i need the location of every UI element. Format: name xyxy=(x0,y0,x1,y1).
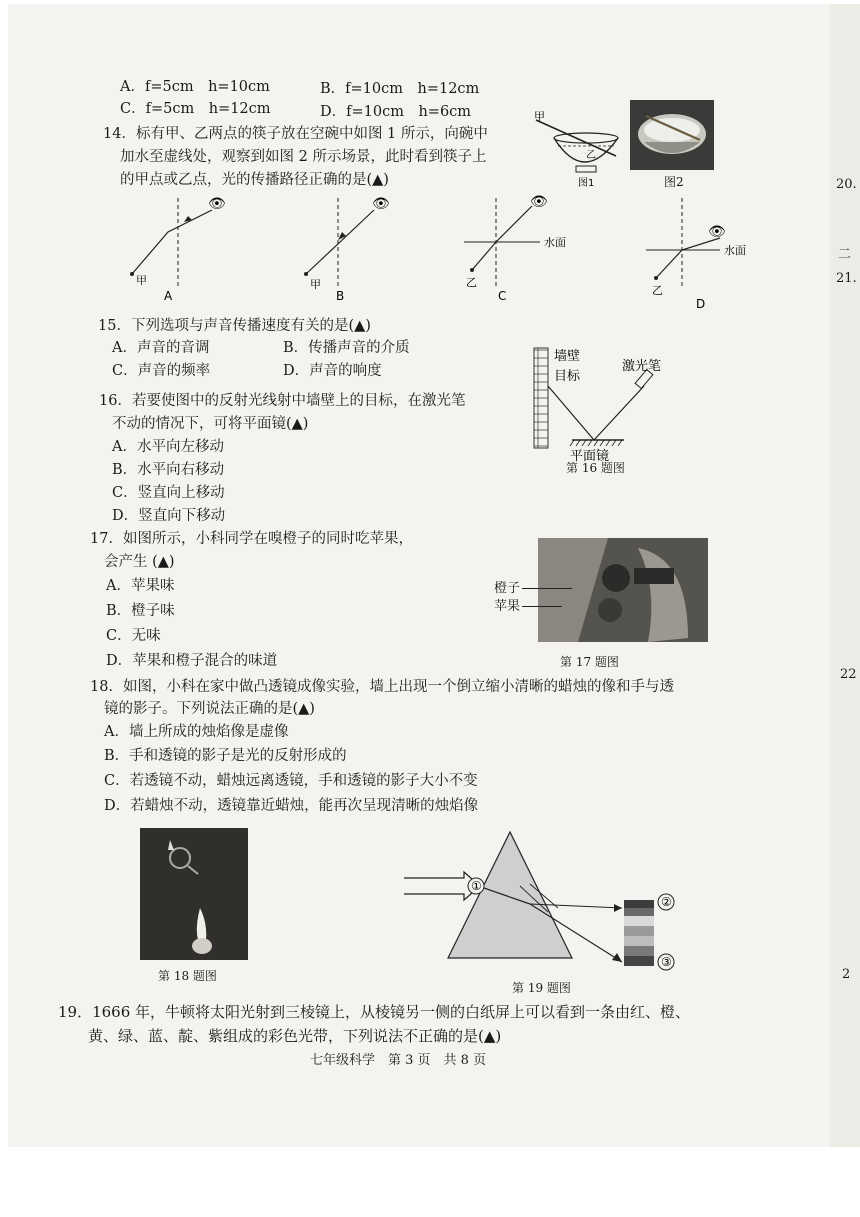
q13-option-a: A．f=5cm h=10cm xyxy=(120,79,270,95)
fig2-caption: 图2 xyxy=(664,175,684,189)
margin-q2x: 2 xyxy=(842,967,851,982)
diagram-b xyxy=(304,196,390,303)
fig1-caption: 图1 xyxy=(578,178,595,189)
svg-text:👁: 👁 xyxy=(208,196,226,212)
q18-option-b: B．手和透镜的影子是光的反射形成的 xyxy=(104,748,347,764)
apple-label: 苹果 xyxy=(494,599,521,614)
q17-option-b: B．橙子味 xyxy=(106,603,175,619)
marker-1: ① xyxy=(471,879,482,893)
q13-option-c: C．f=5cm h=12cm xyxy=(120,101,271,117)
q19-caption: 第 19 题图 xyxy=(512,981,571,995)
q16-option-d: D．竖直向下移动 xyxy=(112,508,226,524)
q14-line1: 14．标有甲、乙两点的筷子放在空碗中如图 1 所示，向碗中 xyxy=(103,126,488,142)
svg-text:D: D xyxy=(696,297,706,311)
bowl-figure-1 xyxy=(528,108,628,190)
laser-label: 激光笔 xyxy=(622,359,662,374)
svg-text:👁: 👁 xyxy=(530,194,548,210)
svg-text:乙: 乙 xyxy=(652,284,663,297)
margin-q22: 22 xyxy=(840,667,857,682)
q17-option-d: D．苹果和橙子混合的味道 xyxy=(106,653,278,669)
svg-text:甲: 甲 xyxy=(310,278,321,291)
q16-option-b: B．水平向右移动 xyxy=(112,462,225,478)
q16-line1: 16．若要使图中的反射光线射中墙壁上的目标，在激光笔 xyxy=(99,393,466,409)
margin-section: 二 xyxy=(838,247,852,262)
q13-option-d: D．f=10cm h=6cm xyxy=(320,104,472,120)
q17-option-a: A．苹果味 xyxy=(106,578,175,594)
q14-ray-diagrams xyxy=(120,192,760,312)
q18-option-c: C．若透镜不动，蜡烛远离透镜，手和透镜的影子大小不变 xyxy=(104,773,478,789)
q18-line1: 18．如图，小科在家中做凸透镜成像实验，墙上出现一个倒立缩小清晰的蜡烛的像和手与透 xyxy=(90,679,674,695)
q19-prism-diagram xyxy=(400,820,700,980)
q17-line1: 17．如图所示，小科同学在嗅橙子的同时吃苹果， xyxy=(90,531,413,547)
svg-text:水面: 水面 xyxy=(544,236,566,249)
page-footer: 七年级科学 第 3 页 共 8 页 xyxy=(310,1053,487,1068)
q14-line3: 的甲点或乙点，光的传播路径正确的是(▲) xyxy=(120,172,389,188)
q17-option-c: C．无味 xyxy=(106,628,161,644)
q16-mirror-diagram xyxy=(528,342,698,472)
svg-text:A: A xyxy=(164,289,173,303)
q16-line2: 不动的情况下，可将平面镜(▲) xyxy=(112,416,309,432)
marker-2: ② xyxy=(661,895,672,909)
q19-line1: 19．1666 年，牛顿将太阳光射到三棱镜上，从棱镜另一侧的白纸屏上可以看到一条由红、橙、 xyxy=(58,1003,691,1021)
q13-option-b: B．f=10cm h=12cm xyxy=(320,81,480,97)
svg-text:B: B xyxy=(336,289,345,303)
q18-line2: 镜的影子。下列说法正确的是(▲) xyxy=(104,701,315,717)
diagram-c xyxy=(464,194,566,303)
diagram-d xyxy=(646,198,746,311)
diagram-a xyxy=(130,196,226,303)
q15-option-c: C．声音的频率 xyxy=(112,363,211,379)
svg-text:👁: 👁 xyxy=(708,224,726,240)
q19-line2: 黄、绿、蓝、靛、紫组成的彩色光带，下列说法不正确的是(▲) xyxy=(88,1027,502,1045)
q17-caption: 第 17 题图 xyxy=(560,655,619,669)
marker-3: ③ xyxy=(661,955,672,969)
yi-point-label: 乙 xyxy=(586,150,596,161)
q16-caption: 第 16 题图 xyxy=(566,461,625,475)
apple-pointer xyxy=(522,606,562,607)
svg-text:水面: 水面 xyxy=(724,244,746,257)
orange-pointer xyxy=(522,588,572,589)
target-label: 目标 xyxy=(554,369,581,384)
margin-q21: 21. xyxy=(836,271,857,286)
q17-photo xyxy=(538,538,708,642)
svg-text:C: C xyxy=(498,289,507,303)
q17-line2: 会产生 (▲) xyxy=(104,554,175,570)
q18-caption: 第 18 题图 xyxy=(158,969,217,983)
q16-option-a: A．水平向左移动 xyxy=(112,439,224,455)
q15-option-d: D．声音的响度 xyxy=(283,363,382,379)
margin-q20: 20. xyxy=(836,177,857,192)
orange-label: 橙子 xyxy=(494,581,521,596)
q15-stem: 15．下列选项与声音传播速度有关的是(▲) xyxy=(98,318,371,334)
svg-text:甲: 甲 xyxy=(136,274,147,287)
q15-option-b: B．传播声音的介质 xyxy=(283,340,410,356)
q15-option-a: A．声音的音调 xyxy=(112,340,210,356)
q18-option-d: D．若蜡烛不动，透镜靠近蜡烛，能再次呈现清晰的烛焰像 xyxy=(104,798,479,814)
wall-label: 墙壁 xyxy=(554,349,581,364)
mirror-label: 平面镜 xyxy=(570,449,610,464)
q16-option-c: C．竖直向上移动 xyxy=(112,485,225,501)
bowl-photo-2 xyxy=(630,100,714,170)
svg-text:👁: 👁 xyxy=(372,196,390,212)
q18-photo xyxy=(140,828,248,960)
svg-text:乙: 乙 xyxy=(466,276,477,289)
q14-line2: 加水至虚线处，观察到如图 2 所示场景，此时看到筷子上 xyxy=(120,149,487,165)
jia-point-label: 甲 xyxy=(534,110,545,123)
q18-option-a: A．墙上所成的烛焰像是虚像 xyxy=(104,724,289,740)
